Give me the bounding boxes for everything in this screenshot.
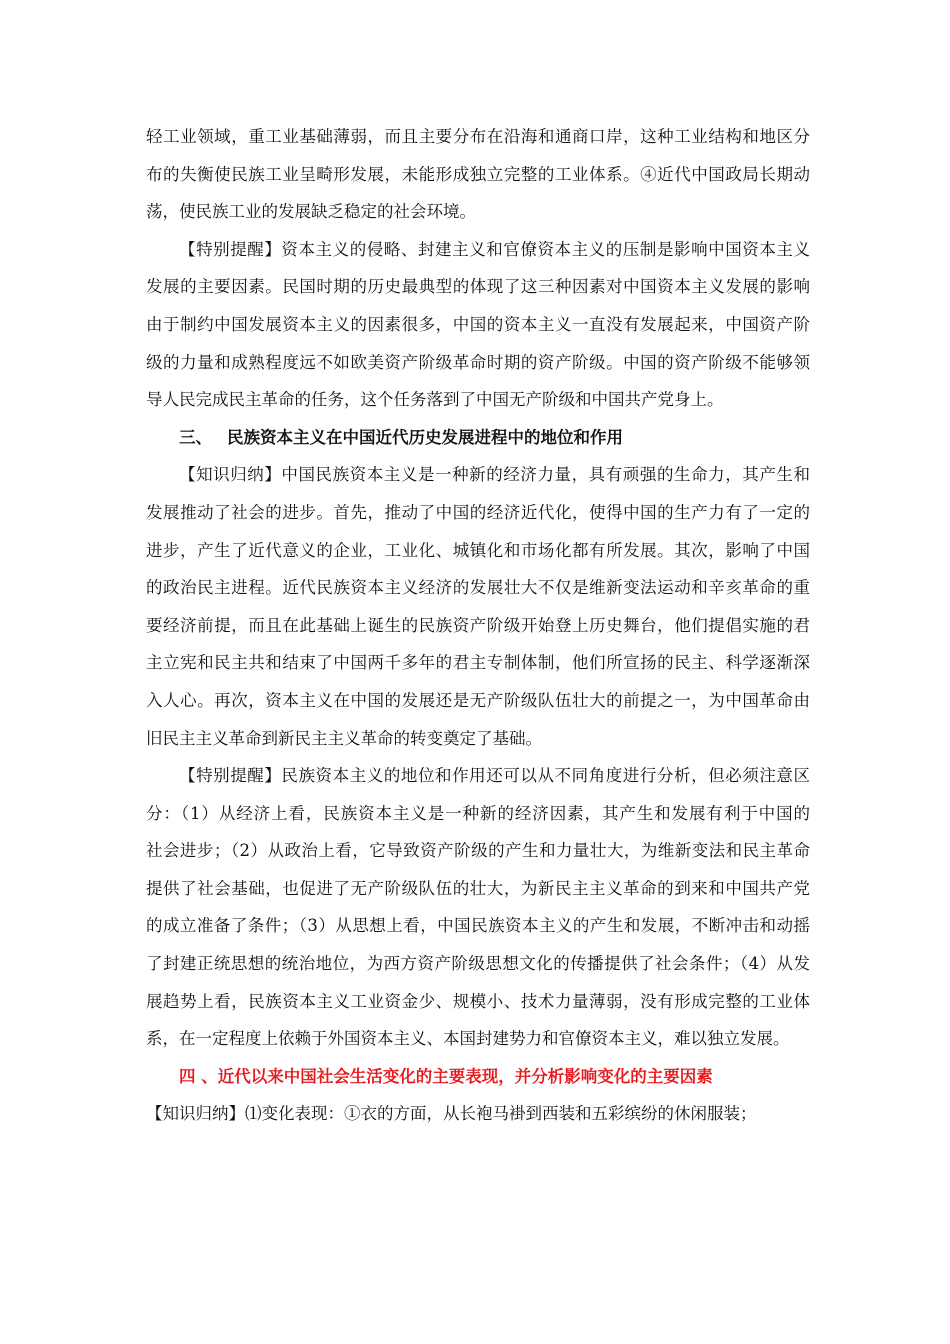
text-line: 布的失衡使民族工业呈畸形发展，未能形成独立完整的工业体系。④近代中国政局长期动 [146,164,810,184]
section-title: 民族资本主义在中国近代历史发展进程中的地位和作用 [227,427,623,447]
text-line: 级的力量和成熟程度远不如欧美资产阶级革命时期的资产阶级。中国的资产阶级不能够领 [146,352,810,372]
text-line: 展趋势上看，民族资本主义工业资金少、规模小、技术力量薄弱，没有形成完整的工业体 [146,991,810,1011]
text-line: 要经济前提，而且在此基础上诞生的民族资产阶级开始登上历史舞台，他们提倡实施的君 [146,615,810,635]
paragraph-special-reminder-1 [146,231,810,419]
text-line: 分：（1）从经济上看，民族资本主义是一种新的经济因素，其产生和发展有利于中国的 [146,803,810,823]
paragraph-special-reminder-2 [146,757,810,1058]
text-line: 提供了社会基础，也促进了无产阶级队伍的壮大，为新民主主义革命的到来和中国共产党 [146,878,810,898]
text-line: 的政治民主进程。近代民族资本主义经济的发展壮大不仅是维新变法运动和辛亥革命的重 [146,578,810,598]
text-line: 的成立准备了条件；（3）从思想上看，中国民族资本主义的产生和发展，不断冲击和动摇 [146,916,810,936]
text-line: 进步，产生了近代意义的企业，工业化、城镇化和市场化都有所发展。其次，影响了中国 [146,540,810,560]
section-number: 三、 [179,427,212,447]
paragraph-knowledge-summary-1 [146,456,810,757]
text-line: 社会进步；（2）从政治上看，它导致资产阶级的产生和力量壮大，为维新变法和民主革命 [146,841,810,861]
text-line: 了封建正统思想的统治地位，为西方资产阶级思想文化的传播提供了社会条件；（4）从发 [146,954,810,974]
document-page [146,118,810,1133]
text-line: 系，在一定程度上依赖于外国资本主义、本国封建势力和官僚资本主义，难以独立发展。 [146,1029,790,1049]
text-line: 发展推动了社会的进步。首先，推动了中国的经济近代化，使得中国的生产力有了一定的 [146,502,810,522]
text-line: 主立宪和民主共和结束了中国两千多年的君主专制体制，他们所宣扬的民主、科学逐渐深 [146,653,810,673]
section-heading-4: 四 、近代以来中国社会生活变化的主要表现，并分析影响变化的主要因素 [179,1066,713,1086]
text-line: 【特别提醒】资本主义的侵略、封建主义和官僚资本主义的压制是影响中国资本主义 [179,239,810,259]
text-line: 【特别提醒】民族资本主义的地位和作用还可以从不同角度进行分析，但必须注意区 [179,766,810,786]
text-line: 导人民完成民主革命的任务，这个任务落到了中国无产阶级和中国共产党身上。 [146,390,724,410]
text-line: 【知识归纳】⑴变化表现：①衣的方面，从长袍马褂到西装和五彩缤纷的休闲服装； [146,1104,757,1124]
text-line: 入人心。再次，资本主义在中国的发展还是无产阶级队伍壮大的前提之一，为中国革命由 [146,690,810,710]
paragraph-knowledge-summary-2 [146,1095,810,1133]
text-line: 发展的主要因素。民国时期的历史最典型的体现了这三种因素对中国资本主义发展的影响 [146,277,810,297]
text-line: 由于制约中国发展资本主义的因素很多，中国的资本主义一直没有发展起来，中国资产阶 [146,314,810,334]
text-line: 荡，使民族工业的发展缺乏稳定的社会环境。 [146,202,476,222]
text-line: 轻工业领域，重工业基础薄弱，而且主要分布在沿海和通商口岸，这种工业结构和地区分 [146,127,810,146]
paragraph-continuation [146,118,810,231]
text-line: 【知识归纳】中国民族资本主义是一种新的经济力量，具有顽强的生命力，其产生和 [179,465,810,485]
section-heading-3 [146,419,810,457]
text-line: 旧民主主义革命到新民主主义革命的转变奠定了基础。 [146,728,542,748]
